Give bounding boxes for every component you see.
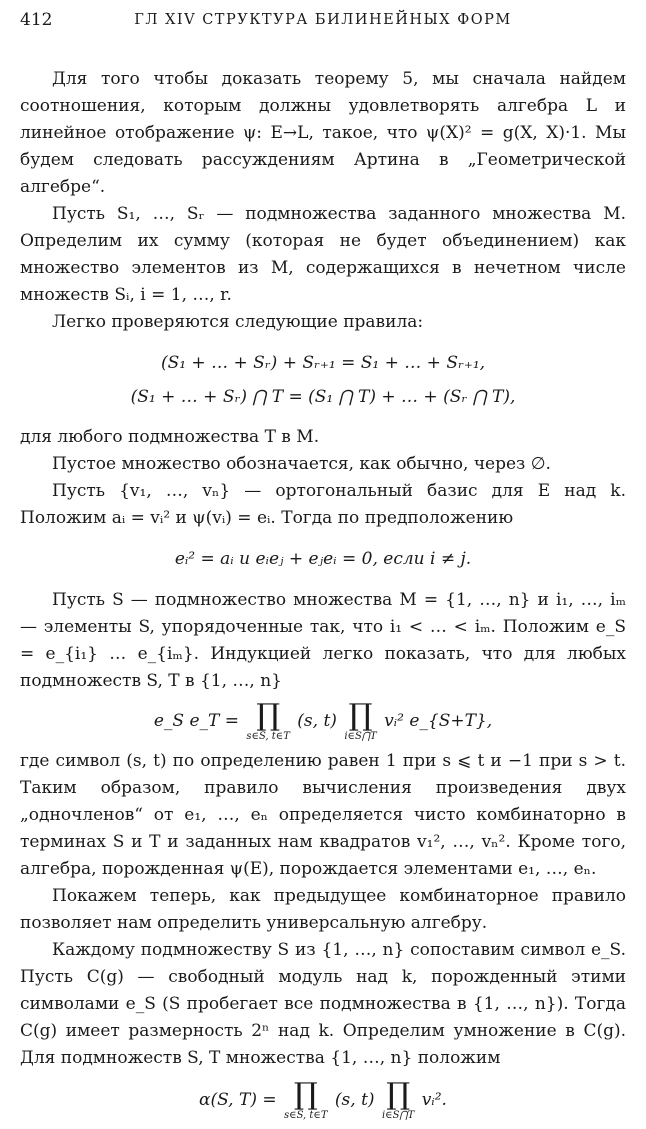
sign-symbol: (s, t) — [297, 711, 337, 731]
product-operator-2 — [344, 698, 377, 742]
alpha-product-limits-2: i∈S⋂T — [381, 1110, 415, 1121]
page-header — [20, 10, 626, 34]
paragraph-universal-algebra: Покажем теперь, как предыдущее комбинаторное правило позволяет нам определить универсальную алгебру. — [20, 886, 626, 933]
page-body — [20, 66, 626, 1129]
equation-product-rule — [20, 698, 626, 742]
alpha-sign-symbol: (s, t) — [334, 1090, 375, 1110]
paragraph-free-module: Каждому подмножеству S из {1, …, n} сопоставим символ e_S. Пусть C(g) — свободный модуль над k, порожденный этими символами e_S (S пробегает все подмножества в {1, …, n}). Тогда C(g) имеет размерность 2ⁿ над k. Определим умножение в C(g). Для подмножеств S, T множества {1, …, n} положим — [20, 940, 626, 1068]
alpha-product-operator-2 — [381, 1077, 415, 1121]
equation-alpha-rhs: vᵢ². — [421, 1090, 447, 1110]
equation-set-rules — [20, 346, 626, 414]
product-limits: s∈S, t∈T — [246, 731, 290, 742]
paragraph-monomials: Пусть S — подмножество множества M = {1, …, n} и i₁, …, iₘ — элементы S, упорядоченные так, что i₁ < … < iₘ. Положим e_S = e_{i₁} … e_{iₘ}. Индукцией легко показать, что для любых подмножеств S, T в {1, …, n} — [20, 590, 626, 691]
equation-product-lhs: e_S e_T = — [153, 711, 239, 731]
product-symbol: ∏ — [256, 698, 281, 733]
equation-product-rhs: vᵢ² e_{S+T}, — [384, 711, 493, 731]
product-limits-2: i∈S⋂T — [344, 731, 377, 742]
alpha-product-operator — [284, 1077, 328, 1121]
paragraph-sum-definition: Пусть S₁, …, Sᵣ — подмножества заданного множества M. Определим их сумму (которая не будет объединением) как множество элементов из M, содержащихся в нечетном числе множеств Sᵢ, i = 1, …, r. — [20, 204, 626, 305]
equation-alpha-lhs: α(S, T) = — [199, 1090, 277, 1110]
alpha-product-symbol: ∏ — [293, 1077, 318, 1112]
product-operator — [246, 698, 290, 742]
paragraph-any-subset: для любого подмножества T в M. — [20, 427, 320, 447]
equation-rule-1: (S₁ + … + Sᵣ) + Sᵣ₊₁ = S₁ + … + Sᵣ₊₁, — [160, 353, 486, 373]
page-number: 412 — [20, 10, 53, 30]
paragraph-empty-set: Пустое множество обозначается, как обычно, через ∅. — [52, 454, 551, 474]
alpha-product-limits: s∈S, t∈T — [284, 1110, 328, 1121]
paragraph-intro: Для того чтобы доказать теорему 5, мы сначала найдем соотношения, которым должны удовлетворять алгебра L и линейное отображение ψ: E→L, такое, что ψ(X)² = g(X, X)·1. Мы будем следовать рассуждениям Артина в „Геометрической алгебре“. — [20, 69, 626, 197]
equation-clifford-relations: eᵢ² = aᵢ и eᵢeⱼ + eⱼeᵢ = 0, если i ≠ j. — [174, 549, 472, 569]
product-symbol-2: ∏ — [348, 698, 373, 733]
equation-rule-2: (S₁ + … + Sᵣ) ⋂ T = (S₁ ⋂ T) + … + (Sᵣ ⋂ T), — [130, 387, 516, 407]
alpha-product-symbol-2: ∏ — [386, 1077, 411, 1112]
paragraph-rules-intro: Легко проверяются следующие правила: — [52, 312, 424, 332]
paragraph-orthogonal-basis: Пусть {v₁, …, vₙ} — ортогональный базис для E над k. Положим aᵢ = vᵢ² и ψ(vᵢ) = eᵢ. Тогда по предположению — [20, 481, 626, 528]
equation-alpha-definition — [20, 1077, 626, 1121]
paragraph-sign-definition: где символ (s, t) по определению равен 1 при s ⩽ t и −1 при s > t. Таким образом, правило вычисления произведения двух „одночленов“ от e₁, …, eₙ определяется чисто комбинаторно в терминах S и T и заданных нам квадратов v₁², …, vₙ². Кроме того, алгебра, порожденная ψ(E), порождается элементами e₁, …, eₙ. — [20, 751, 626, 879]
running-head: ГЛ XIV СТРУКТУРА БИЛИНЕЙНЫХ ФОРМ — [134, 12, 512, 28]
